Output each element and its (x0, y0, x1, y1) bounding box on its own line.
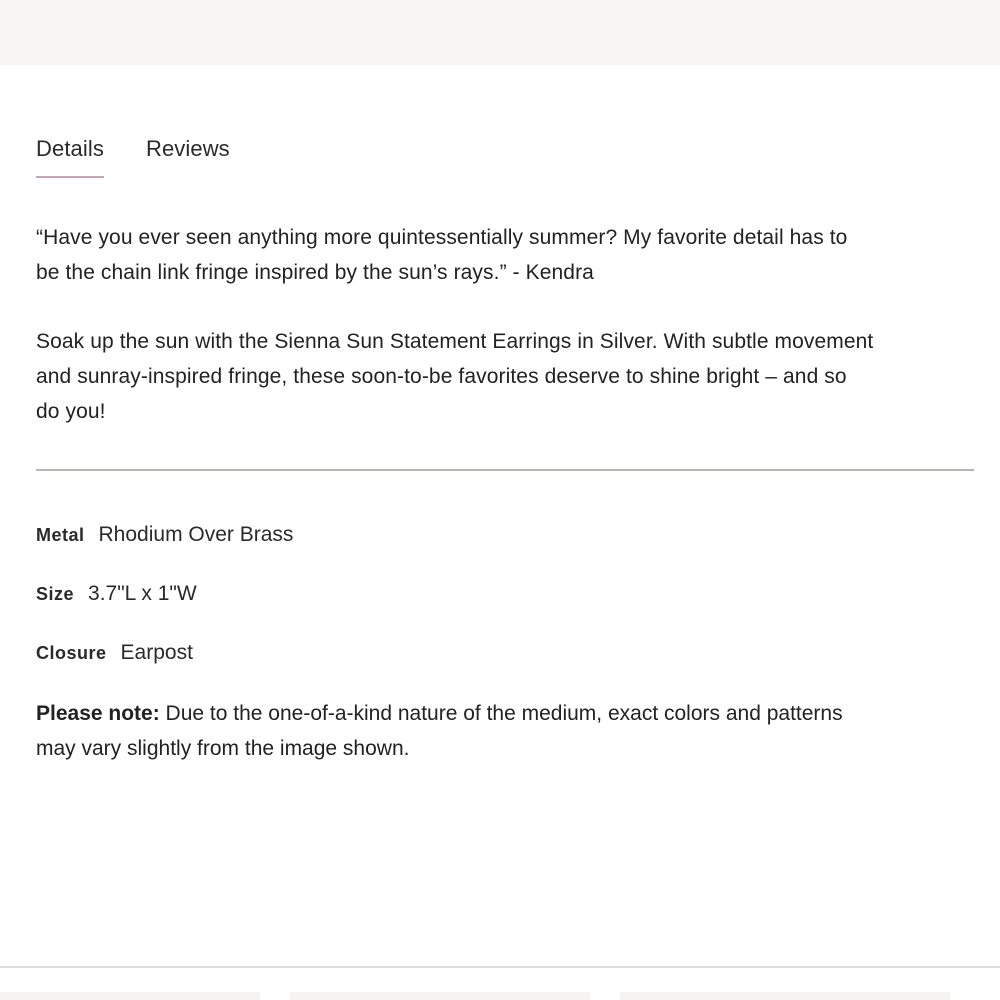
section-divider (36, 469, 974, 471)
spec-row-metal (36, 523, 974, 582)
note-label: Please note: (36, 702, 160, 725)
spec-list (36, 523, 974, 700)
description-line: do you! (36, 400, 106, 423)
note-text: Due to the one-of-a-kind nature of the medium, exact colors and patterns (159, 702, 843, 725)
spec-label: Size (36, 584, 75, 604)
spec-row-closure (36, 641, 974, 700)
tab-bar (36, 130, 974, 178)
quote-line: be the chain link fringe inspired by the sun’s rays.” - Kendra (36, 261, 594, 284)
spec-label: Closure (36, 643, 107, 663)
description-line: and sunray-inspired fringe, these soon-to-be favorites deserve to shine bright – and so (36, 365, 847, 388)
spec-value: Earpost (120, 641, 193, 664)
note-line (36, 696, 974, 731)
next-section-card (290, 992, 590, 1000)
next-section-card (0, 992, 260, 1000)
quote-line: “Have you ever seen anything more quintessentially summer? My favorite detail has to (36, 226, 848, 249)
spec-row-size (36, 582, 974, 641)
customer-quote (36, 220, 974, 290)
please-note (36, 696, 974, 766)
top-bar (0, 0, 1000, 65)
spec-label: Metal (36, 525, 85, 545)
product-description (36, 324, 974, 429)
next-section-card (620, 992, 950, 1000)
spec-value: Rhodium Over Brass (98, 523, 294, 546)
tab-details[interactable]: Details (36, 130, 104, 178)
tab-reviews[interactable]: Reviews (145, 136, 230, 161)
note-line: may vary slightly from the image shown. (36, 737, 410, 760)
description-line: Soak up the sun with the Sienna Sun Statement Earrings in Silver. With subtle movement (36, 330, 874, 353)
product-details-section (36, 130, 974, 766)
spec-value: 3.7"L x 1"W (88, 582, 197, 605)
